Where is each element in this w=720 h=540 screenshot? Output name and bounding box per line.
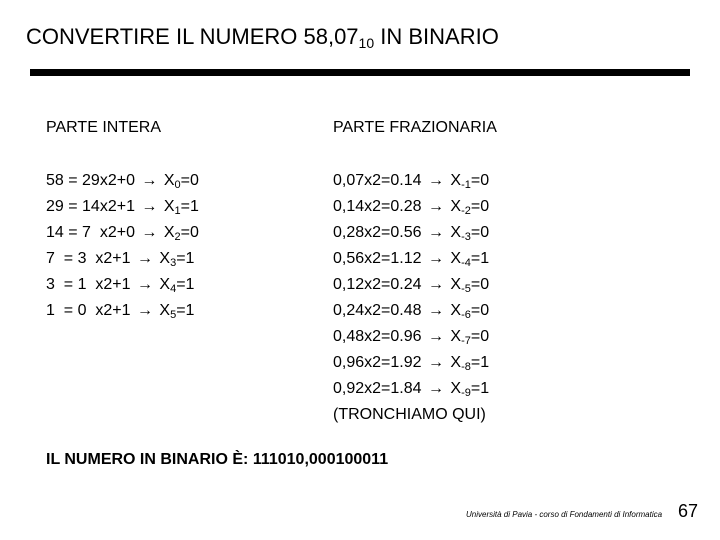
row-expression: 29 = 14x2+1 bbox=[46, 198, 140, 215]
row-bit-value: =0 bbox=[470, 302, 490, 319]
row-variable: X bbox=[159, 198, 175, 215]
row-variable: X bbox=[159, 224, 175, 241]
integer-step-row bbox=[46, 220, 199, 246]
right-arrow-icon: → bbox=[427, 354, 444, 371]
integer-part-heading: PARTE INTERA bbox=[46, 119, 161, 136]
row-expression: 14 = 7 x2+0 bbox=[46, 224, 140, 241]
row-variable: X bbox=[445, 380, 462, 397]
right-arrow-icon: → bbox=[427, 328, 444, 345]
row-expression: 7 = 3 x2+1 bbox=[46, 250, 135, 267]
row-expression: 0,07x2=0.14 bbox=[333, 172, 426, 189]
row-variable-index: 3 bbox=[170, 257, 177, 269]
fractional-part-rows bbox=[333, 168, 497, 402]
row-variable-index: 4 bbox=[170, 283, 177, 295]
slide-title bbox=[26, 24, 499, 50]
row-variable: X bbox=[445, 328, 462, 345]
row-bit-value: =0 bbox=[470, 328, 490, 345]
truncation-note: (TRONCHIAMO QUI) bbox=[333, 406, 486, 423]
fraction-step-row bbox=[333, 220, 497, 246]
row-variable: X bbox=[445, 172, 462, 189]
row-expression: 0,14x2=0.28 bbox=[333, 198, 426, 215]
right-arrow-icon: → bbox=[427, 380, 444, 397]
row-expression: 0,48x2=0.96 bbox=[333, 328, 426, 345]
row-variable-index: -1 bbox=[461, 179, 471, 191]
row-expression: 0,56x2=1.12 bbox=[333, 250, 426, 267]
row-expression: 3 = 1 x2+1 bbox=[46, 276, 135, 293]
row-variable: X bbox=[445, 302, 462, 319]
row-variable: X bbox=[445, 250, 462, 267]
binary-result: IL NUMERO IN BINARIO È: 111010,000100011 bbox=[46, 451, 389, 468]
fraction-step-row bbox=[333, 272, 497, 298]
row-variable-index: 1 bbox=[174, 205, 181, 217]
row-variable: X bbox=[154, 250, 171, 267]
integer-step-row bbox=[46, 194, 199, 220]
footer-institution: Università di Pavia - corso di Fondamenti di Informatica bbox=[466, 510, 663, 519]
row-bit-value: =1 bbox=[176, 302, 195, 319]
row-variable-index: 5 bbox=[170, 309, 177, 321]
row-variable: X bbox=[159, 172, 175, 189]
row-bit-value: =1 bbox=[470, 354, 490, 371]
row-variable-index: 0 bbox=[174, 179, 181, 191]
row-variable-index: -4 bbox=[461, 257, 471, 269]
row-bit-value: =1 bbox=[176, 276, 195, 293]
row-variable-index: 2 bbox=[174, 231, 181, 243]
fraction-step-row bbox=[333, 194, 497, 220]
row-bit-value: =0 bbox=[470, 172, 490, 189]
row-variable: X bbox=[445, 224, 462, 241]
fraction-step-row bbox=[333, 376, 497, 402]
row-variable: X bbox=[445, 354, 462, 371]
title-prefix: CONVERTIRE IL NUMERO 58,07 bbox=[26, 24, 359, 49]
right-arrow-icon: → bbox=[136, 302, 153, 319]
fraction-step-row bbox=[333, 168, 497, 194]
row-bit-value: =0 bbox=[180, 224, 199, 241]
fraction-step-row bbox=[333, 324, 497, 350]
row-expression: 0,28x2=0.56 bbox=[333, 224, 426, 241]
page-number: 67 bbox=[678, 501, 699, 521]
right-arrow-icon: → bbox=[427, 224, 444, 241]
integer-step-row bbox=[46, 168, 199, 194]
row-bit-value: =0 bbox=[470, 276, 490, 293]
row-variable-index: -6 bbox=[461, 309, 471, 321]
right-arrow-icon: → bbox=[141, 172, 158, 189]
row-bit-value: =1 bbox=[180, 198, 199, 215]
right-arrow-icon: → bbox=[136, 250, 153, 267]
row-variable: X bbox=[445, 276, 462, 293]
fraction-step-row bbox=[333, 298, 497, 324]
right-arrow-icon: → bbox=[427, 198, 444, 215]
title-divider bbox=[30, 69, 690, 76]
row-bit-value: =1 bbox=[470, 250, 490, 267]
right-arrow-icon: → bbox=[141, 224, 158, 241]
integer-step-row bbox=[46, 246, 199, 272]
right-arrow-icon: → bbox=[427, 172, 444, 189]
right-arrow-icon: → bbox=[427, 276, 444, 293]
row-variable-index: -5 bbox=[461, 283, 471, 295]
row-variable-index: -2 bbox=[461, 205, 471, 217]
row-expression: 58 = 29x2+0 bbox=[46, 172, 140, 189]
right-arrow-icon: → bbox=[141, 198, 158, 215]
fraction-step-row bbox=[333, 350, 497, 376]
integer-part-column bbox=[46, 116, 199, 324]
integer-step-row bbox=[46, 298, 199, 324]
integer-part-rows bbox=[46, 168, 199, 324]
row-variable-index: -9 bbox=[461, 387, 471, 399]
row-variable: X bbox=[445, 198, 462, 215]
row-expression: 0,92x2=1.84 bbox=[333, 380, 426, 397]
row-bit-value: =0 bbox=[470, 224, 490, 241]
right-arrow-icon: → bbox=[136, 276, 153, 293]
title-base-subscript: 10 bbox=[358, 35, 375, 51]
integer-step-row bbox=[46, 272, 199, 298]
row-variable: X bbox=[154, 276, 171, 293]
fraction-step-row bbox=[333, 246, 497, 272]
row-variable-index: -7 bbox=[461, 335, 471, 347]
row-variable: X bbox=[154, 302, 171, 319]
row-expression: 0,12x2=0.24 bbox=[333, 276, 426, 293]
row-bit-value: =0 bbox=[180, 172, 199, 189]
row-expression: 0,24x2=0.48 bbox=[333, 302, 426, 319]
right-arrow-icon: → bbox=[427, 250, 444, 267]
row-bit-value: =0 bbox=[470, 198, 490, 215]
row-expression: 1 = 0 x2+1 bbox=[46, 302, 135, 319]
fractional-part-column bbox=[333, 116, 497, 428]
row-variable-index: -3 bbox=[461, 231, 471, 243]
title-suffix: IN BINARIO bbox=[374, 24, 499, 49]
row-bit-value: =1 bbox=[176, 250, 195, 267]
right-arrow-icon: → bbox=[427, 302, 444, 319]
row-expression: 0,96x2=1.92 bbox=[333, 354, 426, 371]
row-variable-index: -8 bbox=[461, 361, 471, 373]
fractional-part-heading: PARTE FRAZIONARIA bbox=[333, 119, 497, 136]
row-bit-value: =1 bbox=[470, 380, 490, 397]
